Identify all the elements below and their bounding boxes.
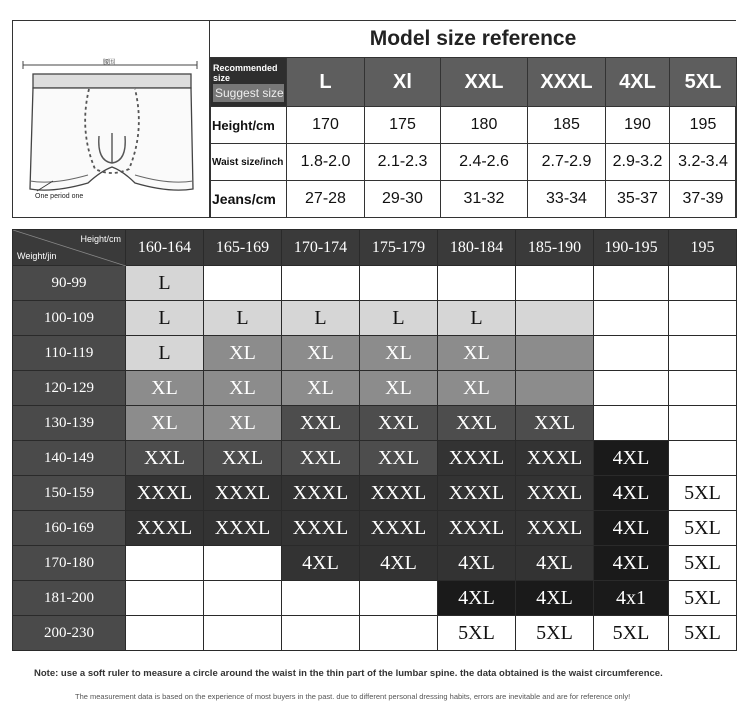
table-cell: 35-37 (606, 181, 670, 218)
illustration-label: One period one (35, 193, 84, 200)
size-cell: L (126, 336, 204, 371)
table-cell: 180 (441, 107, 528, 144)
weight-label: 160-169 (13, 511, 126, 546)
height-weight-size-grid (12, 229, 737, 651)
size-cell (204, 616, 282, 651)
size-cell (126, 546, 204, 581)
table-cell: 190 (606, 107, 670, 144)
size-cell (516, 371, 594, 406)
size-cell: L (126, 301, 204, 336)
size-cell (594, 336, 669, 371)
size-cell (516, 336, 594, 371)
size-cell: XL (126, 406, 204, 441)
height-header: 175-179 (360, 230, 438, 266)
size-cell (516, 301, 594, 336)
table-cell: 185 (528, 107, 606, 144)
waist-row (211, 144, 737, 181)
size-cell: XXXL (360, 476, 438, 511)
height-header: 195 (669, 230, 737, 266)
size-cell: XXXL (438, 476, 516, 511)
size-cell (669, 371, 737, 406)
size-cell: XXL (360, 406, 438, 441)
table-row (13, 441, 737, 476)
size-cell: XL (438, 336, 516, 371)
height-header: 170-174 (282, 230, 360, 266)
size-cell (594, 406, 669, 441)
size-header: XXXL (528, 58, 606, 107)
waistband-label: 腰围 (103, 60, 116, 66)
recommended-size-cell (211, 58, 287, 107)
size-cell (669, 406, 737, 441)
size-cell (360, 266, 438, 301)
size-cell: XL (204, 336, 282, 371)
size-cell: 5XL (669, 616, 737, 651)
table-row (13, 266, 737, 301)
size-cell: XXL (516, 406, 594, 441)
size-header: XXL (441, 58, 528, 107)
row-label: Jeans/cm (211, 181, 287, 218)
size-cell (204, 546, 282, 581)
weight-label: 140-149 (13, 441, 126, 476)
size-cell: L (204, 301, 282, 336)
size-cell: 5XL (594, 616, 669, 651)
size-cell: XL (360, 371, 438, 406)
size-cell (594, 301, 669, 336)
size-cell (594, 371, 669, 406)
table-cell: 2.1-2.3 (365, 144, 441, 181)
size-cell: XXXL (282, 511, 360, 546)
height-header: 180-184 (438, 230, 516, 266)
size-cell: 4XL (594, 476, 669, 511)
size-cell: XL (204, 406, 282, 441)
size-cell (126, 581, 204, 616)
size-cell: XXL (360, 441, 438, 476)
weight-label: 90-99 (13, 266, 126, 301)
size-cell: 5XL (669, 476, 737, 511)
height-header: 185-190 (516, 230, 594, 266)
size-cell: L (282, 301, 360, 336)
disclaimer-note: The measurement data is based on the experience of most buyers in the past. due to different personal dressing habits, errors are inevitable and are for reference only! (75, 692, 631, 701)
size-cell: XXL (282, 441, 360, 476)
size-cell: XL (282, 371, 360, 406)
size-cell: XXL (126, 441, 204, 476)
row-label: Height/cm (211, 107, 287, 144)
table-cell: 27-28 (287, 181, 365, 218)
weight-label: 181-200 (13, 581, 126, 616)
table-row (13, 301, 737, 336)
table-row (13, 546, 737, 581)
table-row (13, 511, 737, 546)
size-cell: 4XL (438, 546, 516, 581)
size-cell: L (360, 301, 438, 336)
weight-label: 120-129 (13, 371, 126, 406)
size-cell (669, 441, 737, 476)
size-cell: 5XL (438, 616, 516, 651)
table-cell: 175 (365, 107, 441, 144)
table-cell: 170 (287, 107, 365, 144)
table-row (13, 616, 737, 651)
weight-label: 150-159 (13, 476, 126, 511)
size-cell: XL (204, 371, 282, 406)
table-row (13, 371, 737, 406)
size-cell (204, 581, 282, 616)
table-row (13, 406, 737, 441)
size-cell: XXXL (516, 441, 594, 476)
height-header: 165-169 (204, 230, 282, 266)
size-cell (360, 581, 438, 616)
height-header: 190-195 (594, 230, 669, 266)
table-row (13, 476, 737, 511)
table-row (13, 336, 737, 371)
size-cell (126, 616, 204, 651)
size-cell (669, 336, 737, 371)
measurement-note: Note: use a soft ruler to measure a circle around the waist in the thin part of the lumbar spine. the data obtained is the waist circumference. (34, 668, 663, 679)
size-cell: 5XL (669, 511, 737, 546)
height-axis-label: Height/cm (80, 234, 121, 244)
weight-label: 130-139 (13, 406, 126, 441)
table-cell: 2.4-2.6 (441, 144, 528, 181)
size-cell: 4XL (282, 546, 360, 581)
size-cell: 4XL (360, 546, 438, 581)
height-header-row (13, 230, 737, 266)
size-cell: 4x1 (594, 581, 669, 616)
size-cell: 4XL (438, 581, 516, 616)
size-cell: L (438, 301, 516, 336)
size-cell: L (126, 266, 204, 301)
table-row (13, 581, 737, 616)
size-cell (204, 266, 282, 301)
size-cell (360, 616, 438, 651)
size-cell (438, 266, 516, 301)
size-cell: XXXL (438, 441, 516, 476)
size-cell (516, 266, 594, 301)
size-cell: XXL (204, 441, 282, 476)
size-cell (594, 266, 669, 301)
size-header-row (211, 58, 737, 107)
suggest-size-label: Suggest size (215, 86, 284, 100)
table-cell: 2.9-3.2 (606, 144, 670, 181)
size-cell (282, 266, 360, 301)
weight-label: 110-119 (13, 336, 126, 371)
reference-title: Model size reference (210, 21, 736, 57)
size-cell: XXXL (126, 511, 204, 546)
height-row (211, 107, 737, 144)
size-cell: XL (126, 371, 204, 406)
table-cell: 37-39 (670, 181, 737, 218)
weight-label: 170-180 (13, 546, 126, 581)
size-cell (282, 581, 360, 616)
size-cell (282, 616, 360, 651)
table-cell: 2.7-2.9 (528, 144, 606, 181)
size-cell: 5XL (669, 581, 737, 616)
row-label: Waist size/inch (211, 144, 287, 181)
size-cell (669, 266, 737, 301)
underwear-illustration (13, 21, 210, 217)
table-cell: 33-34 (528, 181, 606, 218)
size-cell: 4XL (594, 546, 669, 581)
size-cell: 4XL (594, 511, 669, 546)
size-cell: XXXL (438, 511, 516, 546)
size-cell: XXL (438, 406, 516, 441)
size-cell: XXXL (126, 476, 204, 511)
table-cell: 29-30 (365, 181, 441, 218)
size-cell: XXXL (360, 511, 438, 546)
recommended-size-label: Recommended size (213, 63, 278, 83)
size-cell: 4XL (516, 581, 594, 616)
size-cell: XL (360, 336, 438, 371)
height-header: 160-164 (126, 230, 204, 266)
table-cell: 3.2-3.4 (670, 144, 737, 181)
model-size-table (210, 57, 737, 218)
size-cell: XXXL (204, 476, 282, 511)
table-cell: 1.8-2.0 (287, 144, 365, 181)
size-header: 4XL (606, 58, 670, 107)
grid-corner-cell (13, 230, 126, 266)
size-cell: XXXL (282, 476, 360, 511)
size-cell: XXXL (204, 511, 282, 546)
table-cell: 195 (670, 107, 737, 144)
size-cell: XXL (282, 406, 360, 441)
size-cell: XXXL (516, 476, 594, 511)
weight-label: 100-109 (13, 301, 126, 336)
size-cell: XXXL (516, 511, 594, 546)
boxer-brief-icon (13, 21, 209, 217)
model-size-reference-panel (12, 20, 736, 218)
size-cell: 5XL (669, 546, 737, 581)
size-cell: XL (438, 371, 516, 406)
weight-label: 200-230 (13, 616, 126, 651)
size-header: L (287, 58, 365, 107)
size-header: Xl (365, 58, 441, 107)
size-cell (669, 301, 737, 336)
weight-axis-label: Weight/jin (17, 251, 57, 261)
jeans-row (211, 181, 737, 218)
size-cell: 5XL (516, 616, 594, 651)
size-header: 5XL (670, 58, 737, 107)
table-cell: 31-32 (441, 181, 528, 218)
size-cell: 4XL (594, 441, 669, 476)
size-cell: 4XL (516, 546, 594, 581)
size-cell: XL (282, 336, 360, 371)
